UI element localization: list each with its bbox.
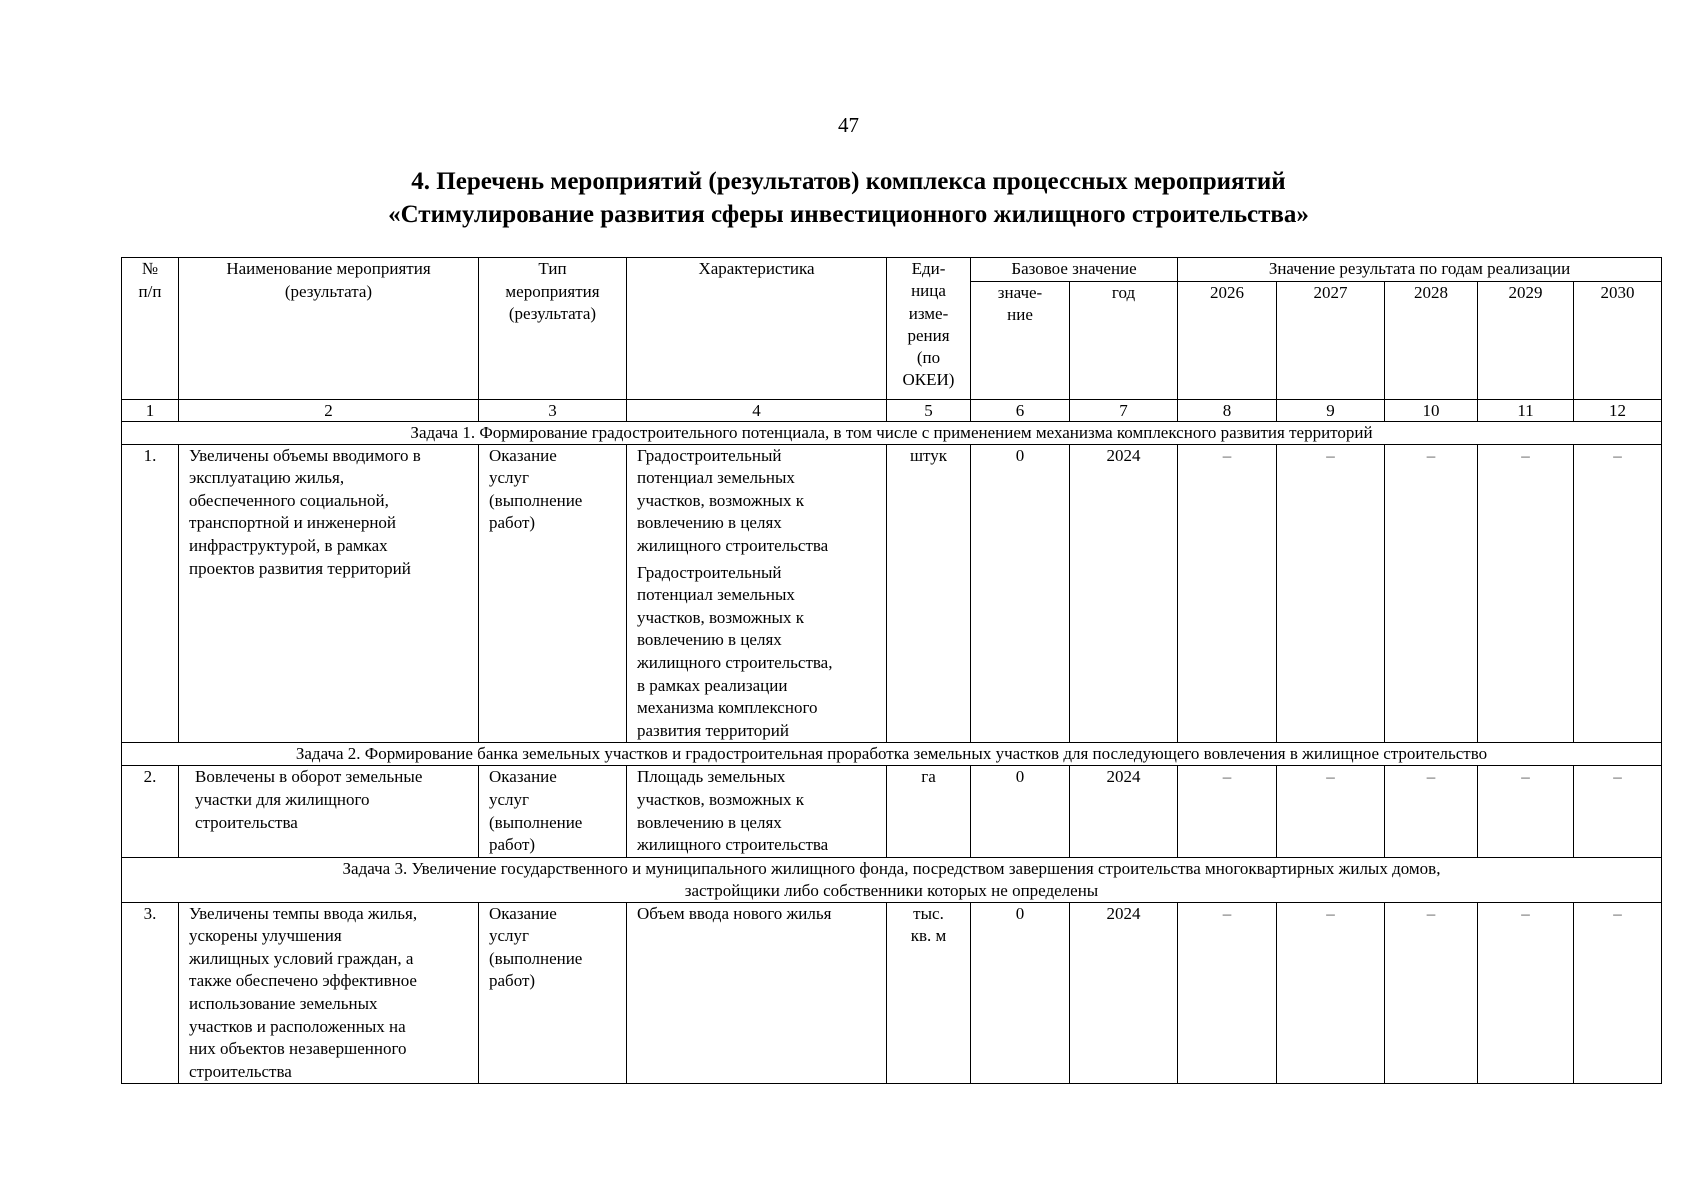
column-number: 2 xyxy=(179,399,479,421)
row-type: Оказание услуг (выполнение работ) xyxy=(479,766,627,857)
table-row xyxy=(122,902,1662,1084)
header-type: Тип мероприятия (результата) xyxy=(479,258,627,400)
row-value-2029: – xyxy=(1478,902,1574,1084)
header-unit: Еди- ница изме- рения (по ОКЕИ) xyxy=(887,258,971,400)
row-value-2027: – xyxy=(1277,902,1385,1084)
row-value-2026: – xyxy=(1178,766,1277,857)
column-numbers-row xyxy=(122,399,1662,421)
row-value-2027: – xyxy=(1277,444,1385,743)
title-line-1: 4. Перечень мероприятий (результатов) комплекса процессных мероприятий xyxy=(411,168,1286,195)
header-row-1 xyxy=(122,258,1662,282)
row-unit: тыс. кв. м xyxy=(887,902,971,1084)
header-base-group: Базовое значение xyxy=(971,258,1178,282)
row-name: Увеличены темпы ввода жилья, ускорены улучшения жилищных условий граждан, а также обеспечено эффективное использование земельных участков и расположенных на них объектов незавершенного строительства xyxy=(179,902,479,1084)
column-number: 9 xyxy=(1277,399,1385,421)
row-characteristic xyxy=(627,444,887,743)
header-characteristic: Характеристика xyxy=(627,258,887,400)
row-type: Оказание услуг (выполнение работ) xyxy=(479,902,627,1084)
header-year-2030: 2030 xyxy=(1574,281,1662,399)
row-base-year: 2024 xyxy=(1070,902,1178,1084)
row-value-2029: – xyxy=(1478,444,1574,743)
activities-table xyxy=(121,257,1662,1084)
document-title xyxy=(0,165,1697,231)
task-row-2 xyxy=(122,743,1662,766)
row-num: 2. xyxy=(122,766,179,857)
header-name: Наименование мероприятия (результата) xyxy=(179,258,479,400)
task-title: Задача 2. Формирование банка земельных участков и градостроительная проработка земельных участков для последующего вовлечения в жилищное строительство xyxy=(122,743,1662,766)
column-number: 11 xyxy=(1478,399,1574,421)
row-unit: штук xyxy=(887,444,971,743)
characteristic-item: Градостроительный потенциал земельных участков, возможных к вовлечению в целях жилищного строительства, в рамках реализации механизма комплексного развития территорий xyxy=(637,562,833,740)
column-number: 10 xyxy=(1385,399,1478,421)
row-value-2027: – xyxy=(1277,766,1385,857)
table-row xyxy=(122,444,1662,743)
row-base-value: 0 xyxy=(971,766,1070,857)
column-number: 12 xyxy=(1574,399,1662,421)
task-title: Задача 3. Увеличение государственного и муниципального жилищного фонда, посредством завершения строительства многоквартирных жилых домов, застройщики либо собственники которых не определены xyxy=(122,857,1662,902)
column-number: 7 xyxy=(1070,399,1178,421)
task-title: Задача 1. Формирование градостроительного потенциала, в том числе с применением механизма комплексного развития территорий xyxy=(122,421,1662,444)
characteristic-item: Градостроительный потенциал земельных участков, возможных к вовлечению в целях жилищного строительства xyxy=(637,445,829,555)
row-base-year: 2024 xyxy=(1070,766,1178,857)
title-line-2: «Стимулирование развития сферы инвестиционного жилищного строительства» xyxy=(388,201,1309,228)
header-year-2027: 2027 xyxy=(1277,281,1385,399)
row-name: Вовлечены в оборот земельные участки для жилищного строительства xyxy=(179,766,479,857)
header-base-value: значе- ние xyxy=(971,281,1070,399)
row-value-2028: – xyxy=(1385,444,1478,743)
row-base-value: 0 xyxy=(971,444,1070,743)
page-number: 47 xyxy=(838,113,859,137)
column-number: 1 xyxy=(122,399,179,421)
row-base-year: 2024 xyxy=(1070,444,1178,743)
row-type: Оказание услуг (выполнение работ) xyxy=(479,444,627,743)
header-years-group: Значение результата по годам реализации xyxy=(1178,258,1662,282)
column-number: 5 xyxy=(887,399,971,421)
table-row xyxy=(122,766,1662,857)
column-number: 4 xyxy=(627,399,887,421)
row-value-2030: – xyxy=(1574,444,1662,743)
row-value-2026: – xyxy=(1178,902,1277,1084)
column-number: 6 xyxy=(971,399,1070,421)
header-year-2029: 2029 xyxy=(1478,281,1574,399)
row-num: 3. xyxy=(122,902,179,1084)
column-number: 3 xyxy=(479,399,627,421)
header-year-2026: 2026 xyxy=(1178,281,1277,399)
row-value-2026: – xyxy=(1178,444,1277,743)
row-value-2028: – xyxy=(1385,766,1478,857)
header-year-2028: 2028 xyxy=(1385,281,1478,399)
row-characteristic: Объем ввода нового жилья xyxy=(627,902,887,1084)
row-value-2028: – xyxy=(1385,902,1478,1084)
row-value-2030: – xyxy=(1574,766,1662,857)
task-row-1 xyxy=(122,421,1662,444)
row-num: 1. xyxy=(122,444,179,743)
row-value-2029: – xyxy=(1478,766,1574,857)
row-name: Увеличены объемы вводимого в эксплуатацию жилья, обеспеченного социальной, транспортной и инженерной инфраструктурой, в рамках проектов развития территорий xyxy=(179,444,479,743)
row-base-value: 0 xyxy=(971,902,1070,1084)
header-num: № п/п xyxy=(122,258,179,400)
row-characteristic: Площадь земельных участков, возможных к вовлечению в целях жилищного строительства xyxy=(627,766,887,857)
header-base-year: год xyxy=(1070,281,1178,399)
row-unit: га xyxy=(887,766,971,857)
task-row-3 xyxy=(122,857,1662,902)
row-value-2030: – xyxy=(1574,902,1662,1084)
column-number: 8 xyxy=(1178,399,1277,421)
